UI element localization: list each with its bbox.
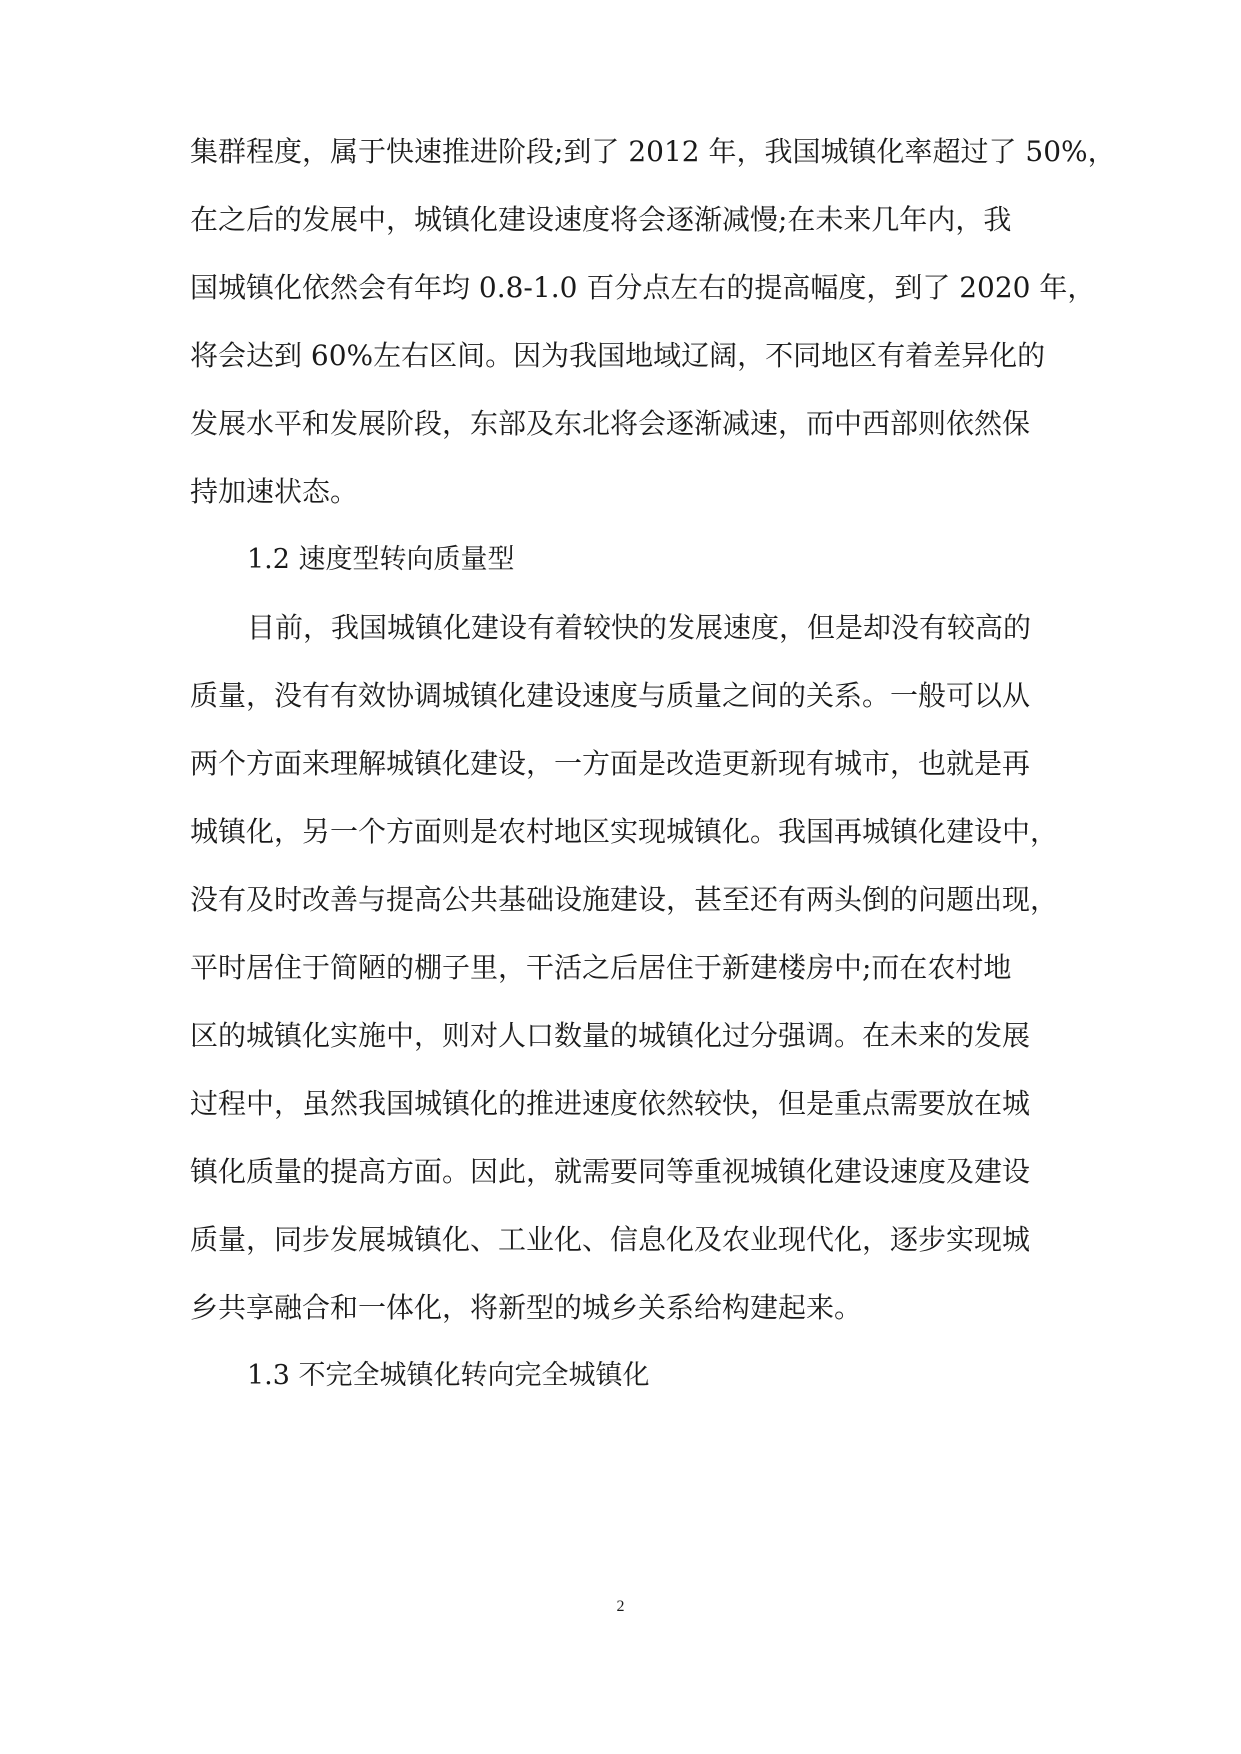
paragraph-2-line: 乡共享融合和一体化，将新型的城乡关系给构建起来。 [190, 1291, 863, 1324]
section-heading-1-3: 1.3 不完全城镇化转向完全城镇化 [247, 1360, 650, 1391]
paragraph-2-line: 过程中，虽然我国城镇化的推进速度依然较快，但是重点需要放在城 [190, 1087, 1031, 1120]
section-heading-1-2: 1.2 速度型转向质量型 [247, 544, 515, 575]
paragraph-2-line: 平时居住于简陋的棚子里，干活之后居住于新建楼房中;而在农村地 [190, 951, 1012, 984]
paragraph-1-line: 国城镇化依然会有年均 0.8-1.0 百分点左右的提高幅度，到了 2020 年， [190, 271, 1096, 304]
paragraph-2-line: 镇化质量的提高方面。因此，就需要同等重视城镇化建设速度及建设 [190, 1155, 1031, 1188]
paragraph-2-line: 质量，同步发展城镇化、工业化、信息化及农业现代化，逐步实现城 [190, 1223, 1031, 1256]
paragraph-2-line: 城镇化，另一个方面则是农村地区实现城镇化。我国再城镇化建设中， [190, 815, 1059, 848]
paragraph-2-line: 没有及时改善与提高公共基础设施建设，甚至还有两头倒的问题出现， [190, 883, 1059, 916]
page-number: 2 [616, 1598, 625, 1615]
paragraph-2-line: 区的城镇化实施中，则对人口数量的城镇化过分强调。在未来的发展 [190, 1019, 1031, 1052]
paragraph-2-line: 质量，没有有效协调城镇化建设速度与质量之间的关系。一般可以从 [190, 679, 1031, 712]
paragraph-1-line: 集群程度，属于快速推进阶段;到了 2012 年，我国城镇化率超过了 50%， [190, 135, 1116, 168]
paragraph-1-line: 在之后的发展中，城镇化建设速度将会逐渐减慢;在未来几年内，我 [190, 203, 1012, 236]
paragraph-1-line: 将会达到 60%左右区间。因为我国地域辽阔，不同地区有着差异化的 [190, 339, 1046, 372]
paragraph-1-line: 持加速状态。 [190, 475, 359, 508]
paragraph-2-line: 两个方面来理解城镇化建设，一方面是改造更新现有城市，也就是再 [190, 747, 1031, 780]
paragraph-1-line: 发展水平和发展阶段，东部及东北将会逐渐减速，而中西部则依然保 [190, 407, 1031, 440]
paragraph-2-line: 目前，我国城镇化建设有着较快的发展速度，但是却没有较高的 [247, 611, 1032, 644]
